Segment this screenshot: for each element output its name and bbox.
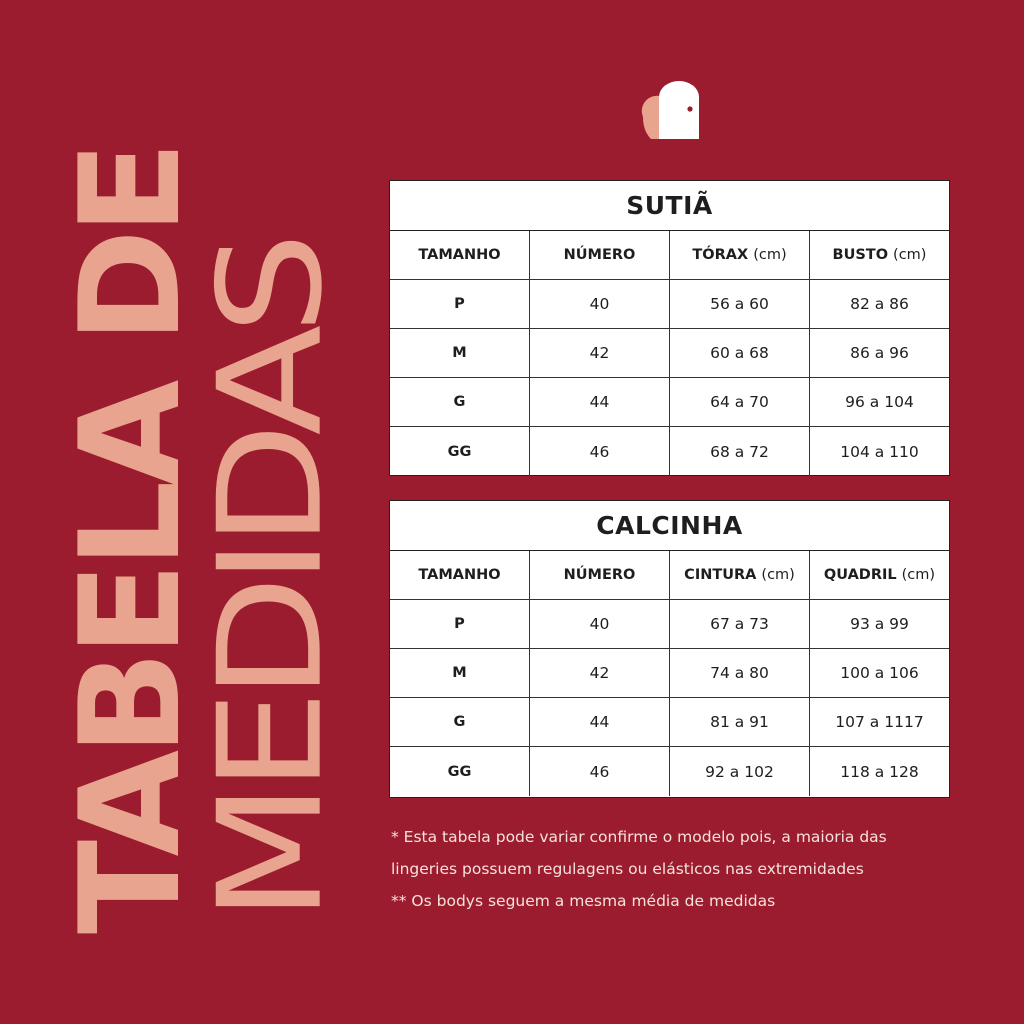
footnote-1-cont: lingeries possuem regulagens ou elásticos nas extremidades — [391, 860, 864, 878]
calcinha-title: CALCINHA — [390, 501, 949, 551]
busto-cell: 96 a 104 — [810, 378, 949, 427]
busto-cell: 104 a 110 — [840, 442, 919, 461]
title-line-1: TABELA DE — [50, 146, 211, 934]
size-cell: M — [390, 329, 530, 378]
calcinha-table — [389, 500, 950, 798]
size-cell: GG — [390, 747, 530, 796]
number-cell: 46 — [530, 747, 670, 796]
header-cintura: CINTURA (cm) — [670, 551, 810, 600]
busto-cell: 82 a 86 — [810, 280, 949, 329]
number-cell: 44 — [530, 698, 670, 747]
quadril-cell: 118 a 128 — [840, 762, 919, 781]
number-cell: 42 — [530, 649, 670, 698]
header-busto: BUSTO (cm) — [810, 231, 949, 280]
sutia-title: SUTIÃ — [390, 181, 949, 231]
number-cell: 40 — [530, 600, 670, 649]
torax-cell: 60 a 68 — [670, 329, 810, 378]
header-numero: NÚMERO — [530, 551, 670, 600]
footnotes — [391, 821, 991, 917]
quadril-cell: 100 a 106 — [810, 649, 949, 698]
cintura-cell: 67 a 73 — [670, 600, 810, 649]
size-cell: M — [390, 649, 530, 698]
size-cell: G — [390, 378, 530, 427]
size-cell: GG — [390, 427, 530, 476]
heart-door-icon — [641, 81, 699, 139]
footnote-1: * Esta tabela pode variar confirme o modelo pois, a maioria das — [391, 828, 887, 846]
torax-cell: 64 a 70 — [670, 378, 810, 427]
header-numero: NÚMERO — [530, 231, 670, 280]
title-line-2: MEDIDAS — [188, 241, 354, 922]
number-cell: 42 — [530, 329, 670, 378]
busto-cell: 86 a 96 — [810, 329, 949, 378]
size-cell: G — [390, 698, 530, 747]
sutia-table — [389, 180, 950, 476]
header-tamanho: TAMANHO — [390, 551, 530, 600]
sutia-grid — [390, 231, 949, 476]
quadril-cell: 93 a 99 — [810, 600, 949, 649]
header-tamanho: TAMANHO — [390, 231, 530, 280]
footnote-2: ** Os bodys seguem a mesma média de medidas — [391, 892, 776, 910]
size-cell: P — [390, 600, 530, 649]
cintura-cell: 81 a 91 — [670, 698, 810, 747]
calcinha-grid — [390, 551, 949, 796]
number-cell: 44 — [530, 378, 670, 427]
number-cell: 46 — [530, 427, 670, 476]
size-cell: P — [390, 280, 530, 329]
header-quadril: QUADRIL (cm) — [810, 551, 949, 600]
number-cell: 40 — [530, 280, 670, 329]
cintura-cell: 74 a 80 — [670, 649, 810, 698]
header-torax: TÓRAX (cm) — [670, 231, 810, 280]
cintura-cell: 92 a 102 — [670, 747, 810, 796]
torax-cell: 68 a 72 — [670, 427, 810, 476]
torax-cell: 56 a 60 — [670, 280, 810, 329]
quadril-cell: 107 a 1117 — [810, 698, 949, 747]
